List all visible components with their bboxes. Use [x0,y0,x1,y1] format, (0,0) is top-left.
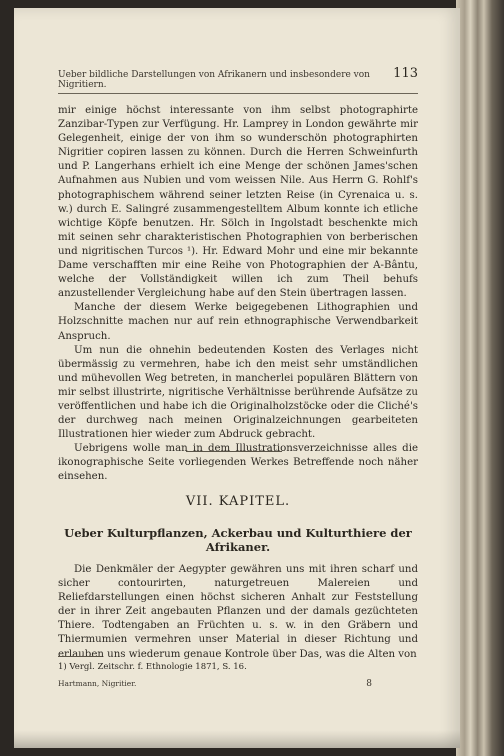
printer-signature [58,679,418,689]
page-number: 113 [393,66,418,81]
running-head [58,66,418,94]
paragraph-1: mir einige höchst interessante von ihm selbst photographirte Zanzibar-Typen zur Verfügung. Hr. Lamprey in London gewährte mir Gelegenheit, einige der von ihm so wunderschön photographirten Nigritier copiren lassen zu können. Durch die Herren Schweinfurth und P. Langerhans erhielt ich eine Menge der schönen James'schen Aufnahmen aus Nubien und vom weissen Nile. Aus Herrn G. Rohlf's photographischem während seiner letzten Reise (in Cyrenaica u. s. w.) durch E. Salingré zusammengestelltem Album konnte ich etliche wichtige Köpfe benutzen. Hr. Sölch in Ingolstadt beschenkte mich mit seinen sehr charakteristischen Photographien von berberischen und nigritischen Turcos ¹). Hr. Edward Mohr und eine mir bekannte Dame verschafften mir eine Reihe von Photographien der A-Bântu, welche der Vollständigkeit willen ich zum Theil behufs anzustellender Vergleichung habe auf den Stein übertragen lassen. [58,105,418,300]
section-divider [186,451,282,452]
book-page-edges [456,0,504,756]
chapter-heading: VII. KAPITEL. [185,494,291,509]
paragraph-4: Uebrigens wolle man in dem Illustrationsverzeichnisse alles die ikonographische Seite vorliegenden Werkes Betreffende noch näher einsehen. [58,443,418,483]
book-page [14,8,460,748]
paragraph-3: Um nun die ohnehin bedeutenden Kosten des Verlages nicht übermässig zu vermehren, habe ich den meist sehr umständlichen und mühevollen Weg betreten, in mancherlei populären Blättern von mir selbst illustrirte, nigritische Verhältnisse berührende Aufsätze zu veröffentlichen und habe ich die Originalholzstöcke oder die Cliché's der durchweg nach meinen Originalzeichnungen gearbeiteten Illustrationen hier wieder zum Abdruck gebracht. [58,344,418,441]
signature-number: 8 [366,679,372,689]
running-title: Ueber bildliche Darstellungen von Afrikanern und insbesondere von Nigritiern. [58,70,370,90]
footnote-rule [58,656,102,657]
body-text-top [58,104,418,485]
footnote: 1) Vergl. Zeitschr. f. Ethnologie 1871, S. 16. [58,662,247,672]
signature-title: Hartmann, Nigritier. [58,679,137,688]
paragraph-5: Die Denkmäler der Aegypter gewähren uns mit ihren scharf und sicher contourirten, naturgetreuen Malereien und Reliefdarstellungen einen höchst sicheren Anhalt zur Feststellung der in ihrer Zeit angebauten Pflanzen und der damals gezüchteten Thiere. Todtengaben an Früchten u. s. w. in den Gräbern und Thiermumien vermehren unser Material in dieser Richtung und erlauben uns wiederum genaue Kontrole über Das, was die Alten von [58,564,418,660]
chapter-subtitle: Ueber Kulturpflanzen, Ackerbau und Kulturthiere der Afrikaner. [64,526,412,554]
paragraph-2: Manche der diesem Werke beigegebenen Lithographien und Holzschnitte machen nur auf rein ethnographische Verwendbarkeit Anspruch. [58,302,418,342]
page-shadow [14,730,460,748]
body-text-bottom [58,563,418,662]
